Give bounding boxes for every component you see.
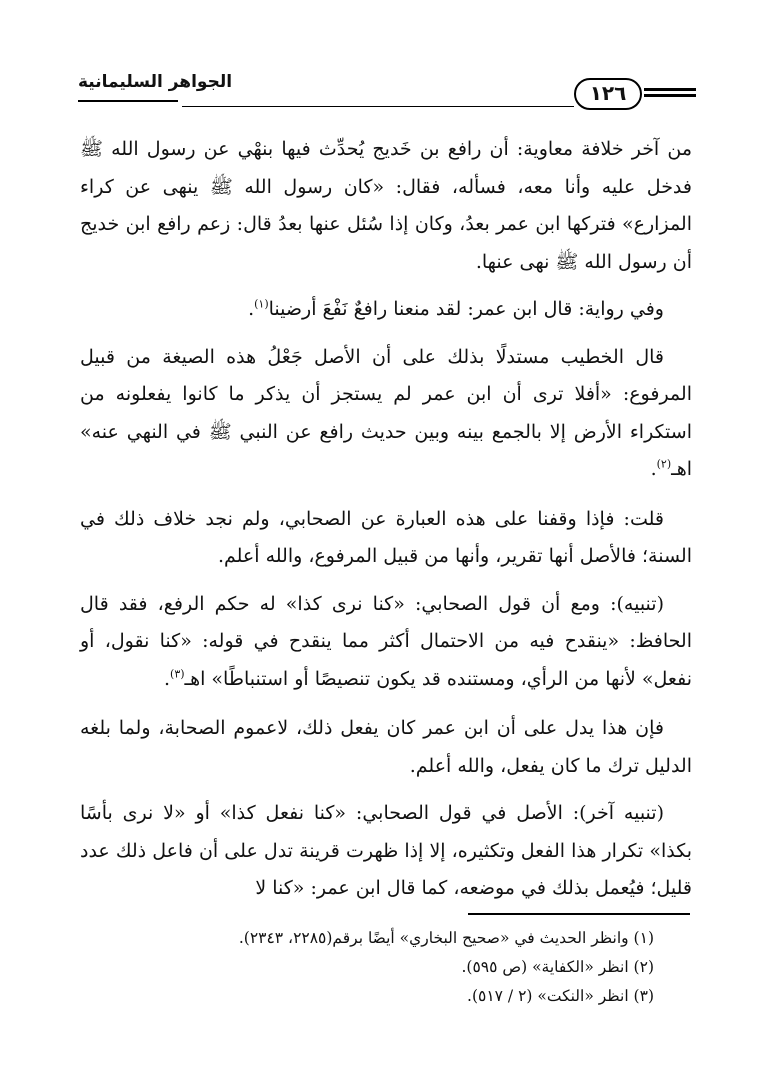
page-number: ١٢٦ <box>574 78 642 110</box>
paragraph-1: من آخر خلافة معاوية: أن رافع بن خَديج يُحدِّث فيها بنهْي عن رسول الله ﷺ فدخل عليه وأنا معه، فسأله، فقال: «كان رسول الله ﷺ ينهى عن كراء المزارع» فتركها ابن عمر بعدُ، وكان إذا سُئل عنها بعدُ قال: زعم رافع ابن خديج أن رسول الله ﷺ نهى عنها. <box>80 138 692 273</box>
page-header <box>78 70 696 116</box>
paragraph-3-end: . <box>650 458 657 480</box>
header-ornament-rules <box>644 88 696 100</box>
footnotes <box>80 924 654 1011</box>
footnote-ref-1: (١) <box>254 297 269 311</box>
paragraph-5-end: . <box>163 667 171 690</box>
footnote-3: (٣) انظر «النكت» (٢ / ٥١٧). <box>467 987 654 1005</box>
paragraph-7: (تنبيه آخر): الأصل في قول الصحابي: «كنا نفعل كذا» أو «لا نرى بأسًا بكذا» تكرار هذا الفعل وتكثيره، إلا إذا ظهرت قرينة تدل على أن فاعل ذلك عدد قليل؛ فيُعمل بذلك في موضعه، كما قال ابن عمر: «كنا لا <box>80 802 692 899</box>
paragraph-2-text: وفي رواية: قال ابن عمر: لقد منعنا رافعٌ نَفْعَ أرضينا <box>268 298 664 320</box>
paragraph-4: قلت: فإذا وقفنا على هذه العبارة عن الصحابي، ولم نجد خلاف ذلك في السنة؛ فالأصل أنها تقرير، وأنها من قبيل المرفوع، والله أعلم. <box>80 507 692 567</box>
paragraph-3-text: قال الخطيب مستدلًا بذلك على أن الأصل جَعْلُ هذه الصيغة من قبيل المرفوع: «أفلا ترى أن ابن عمر لم يستجز أن يذكر ما كانوا يفعلونه من استكراء الأرض إلا بالجمع بينه وبين حديث رافع عن النبي ﷺ في النهي عنه» اهـ <box>80 345 692 480</box>
paragraph-2-end: . <box>248 298 255 320</box>
paragraph-3 <box>80 339 692 489</box>
footnote-separator <box>468 913 690 915</box>
footnote-2: (٢) انظر «الكفاية» (ص ٥٩٥). <box>461 958 654 976</box>
footnote-ref-2: (٢) <box>656 457 672 471</box>
paragraph-5 <box>80 586 692 699</box>
title-underline-rule <box>78 100 178 102</box>
footnote-1: (١) وانظر الحديث في «صحيح البخاري» أيضًا برقم(٢٢٨٥، ٢٣٤٣). <box>238 929 654 947</box>
header-rule <box>182 106 574 107</box>
main-text <box>80 131 692 918</box>
paragraph-6: فإن هذا يدل على أن ابن عمر كان يفعل ذلك، لاعموم الصحابة، ولما بلغه الدليل ترك ما كان يفعل، والله أعلم. <box>80 717 692 777</box>
footnote-ref-3: (٣) <box>170 667 185 681</box>
paragraph-2 <box>80 291 692 329</box>
paragraph-5-text: (تنبيه): ومع أن قول الصحابي: «كنا نرى كذا» له حكم الرفع، فقد قال الحافظ: «ينقدح فيه من الاحتمال أكثر مما ينقدح في قوله: «كنا نقول، أو نفعل» لأنها من الرأي، ومستنده قد يكون تنصيصًا أو استنباطًا» اهـ <box>80 592 692 690</box>
running-book-title: الجواهر السليمانية <box>78 72 233 92</box>
